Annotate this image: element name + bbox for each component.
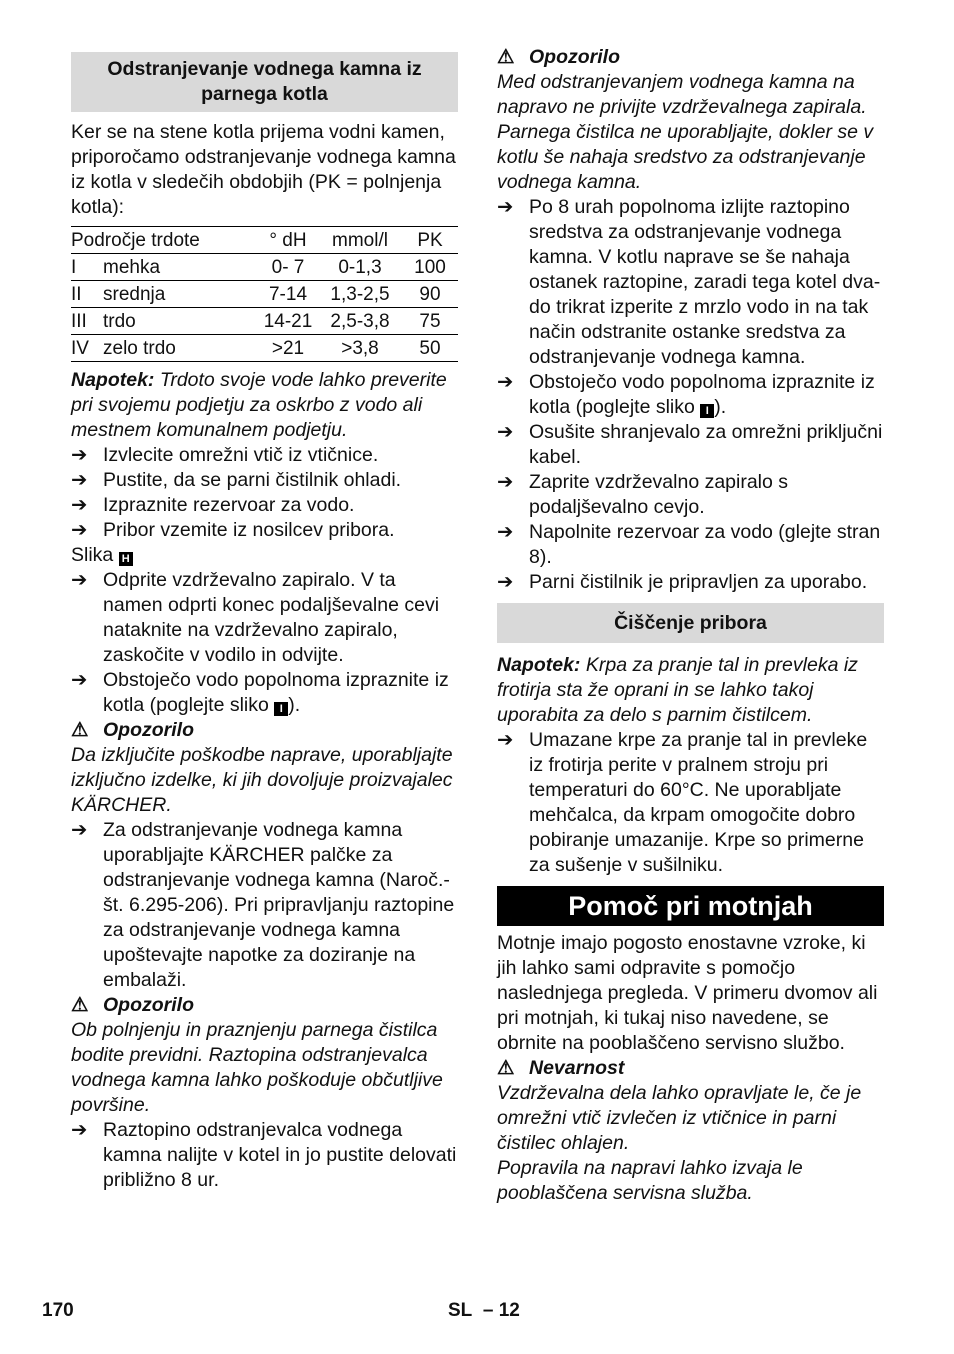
step-item (497, 370, 884, 420)
arrow-right-icon: ➔ (71, 444, 88, 466)
figure-reference (71, 543, 458, 568)
table-cell: II (71, 281, 103, 308)
step-text: Za odstranjevanje vodnega kamna uporabljajte KÄRCHER palčke za odstranjevanje vodnega kamna (Naroč.-št. 6.295-206). Pri pripravljanju raztopine za odstranjevanje vodnega kamna upoštevajte napotke za doziranje na embalaži. (103, 819, 455, 991)
footer-language (448, 1298, 520, 1323)
step-text: Zaprite vzdrževalno zapiralo s podaljševalno cevjo. (529, 471, 789, 518)
step-item (71, 493, 458, 518)
figure-i-icon: I (700, 404, 714, 418)
troubleshooting-intro: Motnje imajo pogosto enostavne vzroke, ki jih lahko sami odpravite s pomočjo naslednjega pregleda. V primeru dvomov ali pri motnjah, ki tukaj niso navedene, se obrnite na pooblaščeno servisno službo. (497, 932, 878, 1054)
right-column (497, 45, 884, 1206)
step-text: Osušite shranjevalo za omrežni priključni kabel. (529, 421, 883, 468)
step-text: Umazane krpe za pranje tal in prevleke iz frotirja perite v pralnem stroju pri temperaturi do 60°C. Ne uporabljate mehčalca, da krpam omogočite dobro pobiranje umazanije. Krpe so primerne za sušenje v sušilniku. (529, 729, 868, 876)
step-text: Napolnite rezervoar za vodo (glejte stran 8). (529, 521, 881, 568)
table-cell: IV (71, 335, 103, 362)
step-text-end: ). (714, 396, 727, 418)
arrow-right-icon: ➔ (497, 521, 514, 543)
table-cell: 0-1,3 (318, 254, 402, 281)
table-cell: srednja (103, 281, 258, 308)
section-heading-accessory-cleaning: Čiščenje pribora (497, 603, 884, 643)
figure-label: Slika (71, 544, 114, 566)
arrow-right-icon: ➔ (71, 569, 88, 591)
danger-text: Popravila na napravi lahko izvaja le pooblaščena servisna služba. (497, 1157, 803, 1204)
warning-text: Med odstranjevanjem vodnega kamna na napravo ne privijte vzdrževalnega zapirala. Parnega čistilca ne uporabljajte, dokler se v kotlu še nahaja sredstvo za odstranjevanje vodnega kamna. (497, 71, 874, 193)
table-cell: mehka (103, 254, 258, 281)
step-text: Obstoječo vodo popolnoma izpraznite iz kotla (poglejte sliko (103, 669, 449, 716)
table-cell: III (71, 308, 103, 335)
warning-label: Opozorilo (103, 719, 194, 741)
page-number: 170 (42, 1300, 74, 1321)
step-item (71, 668, 458, 718)
step-item (71, 568, 458, 668)
warning-text: Ob polnjenju in praznjenju parnega čistilca bodite previdni. Raztopina odstranjevalca vodnega kamna lahko poškoduje občutljive površine. (71, 1019, 443, 1116)
step-item (71, 468, 458, 493)
warning-triangle-icon: ⚠ (71, 994, 89, 1016)
warning-triangle-icon: ⚠ (497, 1057, 515, 1079)
footer-subpage: – 12 (482, 1300, 520, 1321)
table-cell: 14-21 (258, 308, 318, 335)
step-text: Pribor vzemite iz nosilcev pribora. (103, 519, 395, 541)
table-cell: 1,3-2,5 (318, 281, 402, 308)
warning-heading (71, 718, 458, 743)
arrow-right-icon: ➔ (497, 729, 514, 751)
warning-triangle-icon: ⚠ (497, 46, 515, 68)
step-item (497, 195, 884, 370)
note-label: Napotek: (71, 369, 155, 391)
arrow-right-icon: ➔ (497, 471, 514, 493)
table-header-row (71, 227, 458, 254)
arrow-right-icon: ➔ (497, 196, 514, 218)
danger-text: Vzdrževalna dela lahko opravljate le, če je omrežni vtič izvlečen iz vtičnice in parni čistilec ohlajen. (497, 1082, 862, 1154)
table-row (71, 254, 458, 281)
note-text: Trdoto svoje vode lahko preverite pri svojemu podjetju za oskrbo z vodo ali mestnem komunalnem podjetju. (71, 369, 447, 441)
step-text: Izvlecite omrežni vtič iz vtičnice. (103, 444, 379, 466)
section-heading-descaling: Odstranjevanje vodnega kamna iz parnega kotla (71, 52, 458, 112)
intro-paragraph: Ker se na stene kotla prijema vodni kamen, priporočamo odstranjevanje vodnega kamna iz kotla v sledečih obdobjih (PK = polnjenja kotla): (71, 121, 456, 218)
note-label: Napotek: (497, 654, 581, 676)
table-cell: 2,5-3,8 (318, 308, 402, 335)
arrow-right-icon: ➔ (497, 421, 514, 443)
table-header: mmol/l (318, 227, 402, 254)
step-item (71, 1118, 458, 1193)
warning-heading (71, 993, 458, 1018)
step-text: Obstoječo vodo popolnoma izpraznite iz kotla (poglejte sliko (529, 371, 875, 418)
step-text: Raztopino odstranjevalca vodnega kamna nalijte v kotel in jo pustite delovati približno 8 ur. (103, 1119, 457, 1191)
step-item (497, 520, 884, 570)
figure-i-icon: I (274, 702, 288, 716)
step-item (71, 518, 458, 543)
warning-triangle-icon: ⚠ (71, 719, 89, 741)
table-cell: >3,8 (318, 335, 402, 362)
arrow-right-icon: ➔ (497, 371, 514, 393)
step-item (71, 443, 458, 468)
step-item (497, 570, 884, 595)
table-cell: >21 (258, 335, 318, 362)
footer-lang: SL (448, 1300, 473, 1321)
step-item (71, 818, 458, 993)
step-text: Odprite vzdrževalno zapiralo. V ta namen odprti konec podaljševalne cevi nataknite na vzdrževalno zapiralo, zaskočite v vodilo in odvijte. (103, 569, 440, 666)
table-cell: 7-14 (258, 281, 318, 308)
warning-text: Da izključite poškodbe naprave, uporabljajte izključno izdelke, ki jih dovoljuje proizvajalec KÄRCHER. (71, 744, 453, 816)
table-row (71, 281, 458, 308)
table-cell: trdo (103, 308, 258, 335)
step-item (497, 470, 884, 520)
step-text-end: ). (288, 694, 301, 716)
figure-h-icon: H (119, 552, 133, 566)
arrow-right-icon: ➔ (71, 469, 88, 491)
table-cell: 50 (402, 335, 458, 362)
warning-label: Opozorilo (103, 994, 194, 1016)
table-header: ° dH (258, 227, 318, 254)
left-column (71, 52, 458, 1193)
arrow-right-icon: ➔ (71, 819, 88, 841)
hardness-table (71, 226, 458, 362)
table-cell: 75 (402, 308, 458, 335)
arrow-right-icon: ➔ (71, 519, 88, 541)
danger-label: Nevarnost (529, 1057, 625, 1079)
chapter-heading-troubleshooting: Pomoč pri motnjah (497, 886, 884, 926)
table-row (71, 335, 458, 362)
table-cell: zelo trdo (103, 335, 258, 362)
table-row (71, 308, 458, 335)
arrow-right-icon: ➔ (71, 1119, 88, 1141)
step-text: Izpraznite rezervoar za vodo. (103, 494, 355, 516)
table-cell: 0- 7 (258, 254, 318, 281)
step-text: Pustite, da se parni čistilnik ohladi. (103, 469, 402, 491)
step-text: Po 8 urah popolnoma izlijte raztopino sredstva za odstranjevanje vodnega kamna. V kotlu naprave se še nahaja ostanek raztopine, zaradi tega kotel dva- do trikrat izperite z mrzlo vodo in na tak način odstranite ostanke sredstva za odstranjevanje vodnega kamna. (529, 196, 881, 368)
table-header: Področje trdote (71, 227, 258, 254)
danger-heading (497, 1056, 884, 1081)
step-item (497, 420, 884, 470)
warning-label: Opozorilo (529, 46, 620, 68)
step-item (497, 728, 884, 878)
arrow-right-icon: ➔ (71, 669, 88, 691)
arrow-right-icon: ➔ (497, 571, 514, 593)
note-paragraph (497, 653, 884, 728)
table-cell: 100 (402, 254, 458, 281)
note-paragraph (71, 368, 458, 443)
table-cell: 90 (402, 281, 458, 308)
warning-heading (497, 45, 884, 70)
arrow-right-icon: ➔ (71, 494, 88, 516)
table-header: PK (402, 227, 458, 254)
note-text: Krpa za pranje tal in prevleka iz frotirja sta že oprani in se lahko takoj uporabita za delo s parnim čistilcem. (497, 654, 858, 726)
step-text: Parni čistilnik je pripravljen za uporabo. (529, 571, 868, 593)
table-cell: I (71, 254, 103, 281)
